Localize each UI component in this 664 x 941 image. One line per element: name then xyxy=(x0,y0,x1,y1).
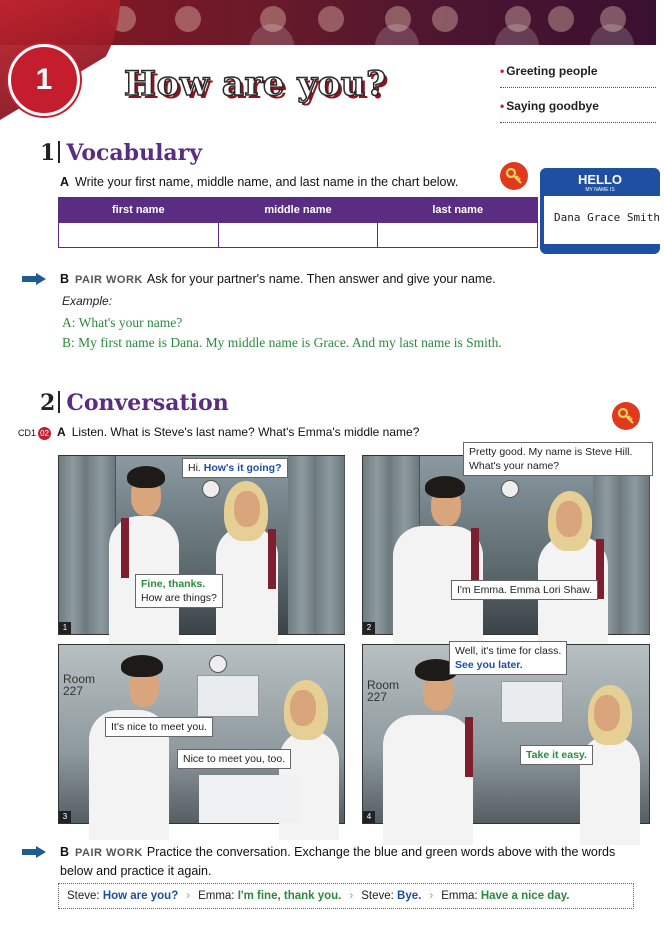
chevron-right-icon: › xyxy=(349,890,354,902)
section-divider xyxy=(58,391,60,413)
clock-icon xyxy=(209,655,227,673)
handshake-area xyxy=(199,775,299,823)
section-title-vocabulary: 1 Vocabulary xyxy=(40,140,203,166)
key-icon xyxy=(500,162,528,190)
panel-number: 2 xyxy=(363,622,375,634)
flowchart-poster xyxy=(501,681,563,723)
student-photo-head xyxy=(175,6,201,32)
student-photo-body xyxy=(495,24,539,46)
goal-item: • Greeting people xyxy=(500,64,656,88)
room-sign: Room 227 xyxy=(367,678,400,704)
pair-work-arrow-icon xyxy=(22,272,46,290)
practice-item: Emma: Have a nice day. xyxy=(441,890,570,902)
speech-bubble: Nice to meet you, too. xyxy=(177,749,291,769)
middle-name-cell[interactable] xyxy=(218,223,378,248)
unit-goals xyxy=(500,64,656,134)
speech-bubble: Take it easy. xyxy=(520,745,593,765)
example-line-a: A: What's your name? xyxy=(62,315,183,330)
example-label: Example: xyxy=(62,294,113,308)
practice-phrases-strip xyxy=(58,883,634,909)
chevron-right-icon: › xyxy=(429,890,434,902)
exercise-a-instruction: A Write your first name, middle name, and last name in the chart below. xyxy=(60,175,459,189)
exercise-conv-b-instruction: B PAIR WORK Practice the conversation. Exchange the blue and green words above with the words below and practice it again. xyxy=(60,845,616,878)
key-icon xyxy=(612,402,640,430)
student-photo-head xyxy=(432,6,458,32)
exercise-b-instruction: B PAIR WORK Ask for your partner's name. Then answer and give your name. xyxy=(60,272,496,286)
speech-bubble: Fine, thanks. How are things? xyxy=(135,574,223,608)
room-sign: Room 227 xyxy=(63,672,96,698)
first-name-cell[interactable] xyxy=(59,223,219,248)
chevron-right-icon: › xyxy=(186,890,191,902)
comic-panel-1 xyxy=(58,455,345,635)
audio-track-icon[interactable]: 02 xyxy=(38,427,51,440)
speech-bubble: I'm Emma. Emma Lori Shaw. xyxy=(451,580,598,600)
last-name-cell[interactable] xyxy=(378,223,538,248)
student-photo-body xyxy=(250,24,294,46)
panel-number: 4 xyxy=(363,811,375,823)
bullet-icon: • xyxy=(500,99,505,113)
speech-bubble: It's nice to meet you. xyxy=(105,717,213,737)
comic-panel-2 xyxy=(362,446,650,635)
example-line-b: B: My first name is Dana. My middle name is Grace. And my last name is Smith. xyxy=(62,335,502,350)
bullet-icon: • xyxy=(500,64,505,78)
clock-icon xyxy=(501,480,519,498)
names-chart xyxy=(58,197,538,248)
practice-item: Steve: How are you? xyxy=(67,890,179,902)
goal-item: • Saying goodbye xyxy=(500,99,656,123)
section-divider xyxy=(58,141,60,163)
handwritten-name: Dana Grace Smith xyxy=(554,211,660,224)
hello-name-tag: HELLO MY NAME IS Dana Grace Smith xyxy=(540,168,660,254)
name-tag-label-area xyxy=(544,196,664,244)
comic-panel-4 xyxy=(362,644,650,824)
panel-number: 3 xyxy=(59,811,71,823)
section-title-conversation: 2 Conversation xyxy=(40,390,229,416)
speech-bubble: Pretty good. My name is Steve Hill. What's your name? xyxy=(463,442,653,476)
exercise-conv-a-instruction: CD1 02 A Listen. What is Steve's last name? What's Emma's middle name? xyxy=(18,425,420,439)
student-photo-head xyxy=(318,6,344,32)
practice-item: Steve: Bye. xyxy=(361,890,422,902)
speech-bubble: Well, it's time for class. See you later. xyxy=(449,641,567,675)
column-header-middle-name: middle name xyxy=(218,198,378,223)
cd-label: CD1 xyxy=(18,428,37,438)
column-header-first-name: first name xyxy=(59,198,219,223)
unit-number: 1 xyxy=(35,63,53,96)
column-header-last-name: last name xyxy=(378,198,538,223)
clock-icon xyxy=(202,480,220,498)
practice-item: Emma: I'm fine, thank you. xyxy=(198,890,342,902)
speech-bubble: Hi. How's it going? xyxy=(182,458,288,478)
comic-panel-3 xyxy=(58,644,345,824)
student-photo-head xyxy=(548,6,574,32)
pair-work-arrow-icon xyxy=(22,845,46,863)
student-photo-body xyxy=(590,24,634,46)
student-photo-body xyxy=(375,24,419,46)
flowchart-poster xyxy=(197,675,259,717)
unit-title: How are you? xyxy=(124,64,387,104)
unit-number-badge xyxy=(8,44,80,116)
panel-number: 1 xyxy=(59,622,71,634)
